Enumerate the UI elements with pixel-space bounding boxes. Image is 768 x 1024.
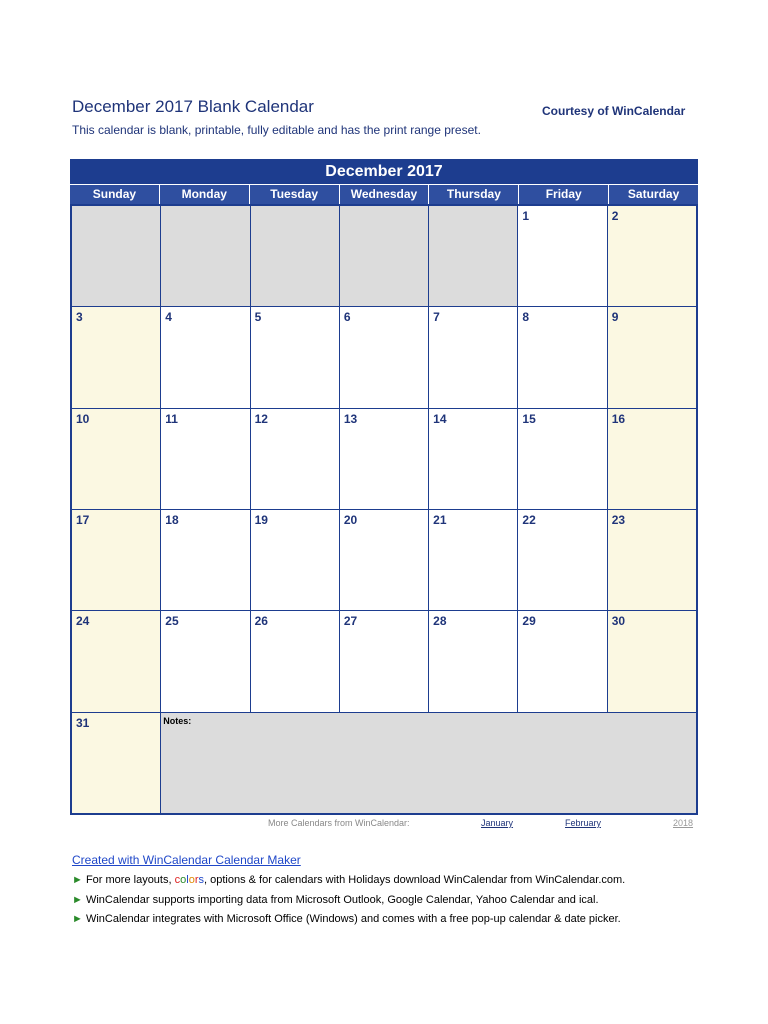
calendar-day-cell[interactable] (161, 611, 249, 711)
calendar-day-cell[interactable] (518, 510, 606, 610)
dayname-friday: Friday (519, 185, 609, 204)
colors-link[interactable]: colors (174, 874, 204, 886)
calendar-day-cell[interactable] (518, 409, 606, 509)
wincalendar-link[interactable]: WinCalendar (612, 104, 686, 118)
day-number: 24 (76, 614, 90, 629)
bullet-3-text: WinCalendar integrates with Microsoft Office (Windows) and comes with a free pop-up calendar & date picker. (85, 913, 621, 925)
day-number: 25 (165, 614, 179, 629)
dayname-monday: Monday (160, 185, 250, 204)
bullet-1-pre: For more layouts, (85, 874, 172, 886)
day-number: 2 (611, 209, 619, 223)
notes-label: Notes: (163, 715, 192, 726)
calendar-day-cell[interactable] (72, 611, 160, 711)
calendar-day-cell[interactable] (161, 307, 249, 407)
arrow-right-icon: ► (72, 913, 83, 925)
calendar-day-cell[interactable] (251, 611, 339, 711)
info-bullet-1 (72, 874, 625, 886)
calendar-day-cell[interactable] (429, 611, 517, 711)
bullet-1-post: , options & for calendars with Holidays download WinCalendar from WinCalendar.com. (203, 874, 626, 886)
calendar-day-cell[interactable] (608, 206, 696, 306)
dayname-thursday: Thursday (429, 185, 519, 204)
calendar-day-cell[interactable] (429, 510, 517, 610)
page-subtitle: This calendar is blank, printable, fully editable and has the print range preset. (72, 123, 481, 137)
courtesy-text (542, 104, 685, 118)
calendar-day-cell[interactable] (72, 409, 160, 509)
day-number: 23 (611, 513, 626, 527)
calendar-day-cell[interactable] (518, 307, 606, 407)
day-number: 31 (76, 715, 90, 730)
day-names-row (70, 184, 698, 204)
day-number: 3 (76, 310, 83, 325)
dayname-tuesday: Tuesday (250, 185, 340, 204)
year-2018-link[interactable]: 2018 (673, 818, 694, 828)
calendar-day-cell[interactable] (72, 510, 160, 610)
calendar-day-cell[interactable] (251, 307, 339, 407)
dayname-wednesday: Wednesday (340, 185, 430, 204)
calendar-grid (70, 204, 698, 815)
day-number: 17 (76, 513, 90, 527)
dayname-sunday: Sunday (70, 185, 160, 204)
day-number: 30 (611, 614, 626, 629)
day-number: 9 (611, 310, 619, 325)
calendar-day-cell[interactable] (251, 409, 339, 509)
arrow-right-icon: ► (72, 874, 83, 886)
day-number: 22 (522, 513, 536, 527)
february-link[interactable]: February (565, 818, 602, 828)
day-number: 15 (522, 411, 536, 426)
info-bullet-3 (72, 913, 621, 925)
calendar-day-cell[interactable] (518, 206, 606, 306)
day-number: 5 (254, 310, 262, 325)
calendar (70, 159, 698, 815)
calendar-day-cell[interactable] (518, 611, 606, 711)
calendar-day-cell[interactable] (72, 713, 160, 813)
day-number: 10 (76, 411, 90, 426)
calendar-day-cell[interactable] (429, 409, 517, 509)
calendar-day-cell[interactable] (340, 510, 428, 610)
calendar-day-cell[interactable] (161, 409, 249, 509)
day-number: 12 (254, 411, 268, 426)
day-number: 8 (522, 310, 530, 325)
calendar-cell-empty (161, 206, 249, 306)
arrow-right-icon: ► (72, 894, 83, 906)
day-number: 26 (254, 614, 268, 629)
dayname-saturday: Saturday (627, 187, 680, 201)
calendar-day-cell[interactable] (72, 307, 160, 407)
day-number: 27 (343, 614, 358, 629)
day-number: 29 (522, 614, 536, 629)
day-number: 4 (165, 310, 172, 325)
courtesy-prefix: Courtesy of (542, 104, 609, 118)
calendar-day-cell[interactable] (608, 611, 696, 711)
more-calendars-label: More Calendars from WinCalendar: (268, 818, 410, 828)
calendar-day-cell[interactable] (161, 510, 249, 610)
day-number: 28 (433, 614, 447, 629)
calendar-day-cell[interactable] (608, 510, 696, 610)
day-number: 21 (433, 513, 447, 527)
day-number: 13 (343, 411, 358, 426)
calendar-day-cell[interactable] (608, 307, 696, 407)
calendar-day-cell[interactable] (340, 307, 428, 407)
day-number: 20 (343, 513, 358, 527)
calendar-day-cell[interactable] (340, 409, 428, 509)
calendar-day-cell[interactable] (251, 510, 339, 610)
day-number: 19 (254, 513, 268, 527)
day-number: 18 (165, 513, 179, 527)
day-number: 7 (433, 310, 440, 325)
calendar-day-cell[interactable] (340, 611, 428, 711)
created-with-link[interactable]: Created with WinCalendar Calendar Maker (72, 853, 301, 867)
calendar-cell-empty (72, 206, 160, 306)
day-number: 14 (433, 411, 447, 426)
day-number: 11 (165, 411, 178, 426)
info-bullet-2 (72, 894, 599, 906)
page-title: December 2017 Blank Calendar (72, 97, 314, 116)
january-link[interactable]: January (481, 818, 514, 828)
day-number: 1 (522, 209, 530, 223)
calendar-cell-empty (429, 206, 517, 306)
calendar-day-cell[interactable] (429, 307, 517, 407)
notes-area[interactable] (161, 713, 696, 813)
bullet-2-text: WinCalendar supports importing data from Microsoft Outlook, Google Calendar, Yahoo Calendar and ical. (85, 894, 599, 906)
calendar-cell-empty (251, 206, 339, 306)
calendar-day-cell[interactable] (608, 409, 696, 509)
calendar-month-title: December 2017 (70, 159, 698, 184)
day-number: 16 (611, 411, 626, 426)
day-number: 6 (343, 310, 351, 325)
calendar-cell-empty (340, 206, 428, 306)
